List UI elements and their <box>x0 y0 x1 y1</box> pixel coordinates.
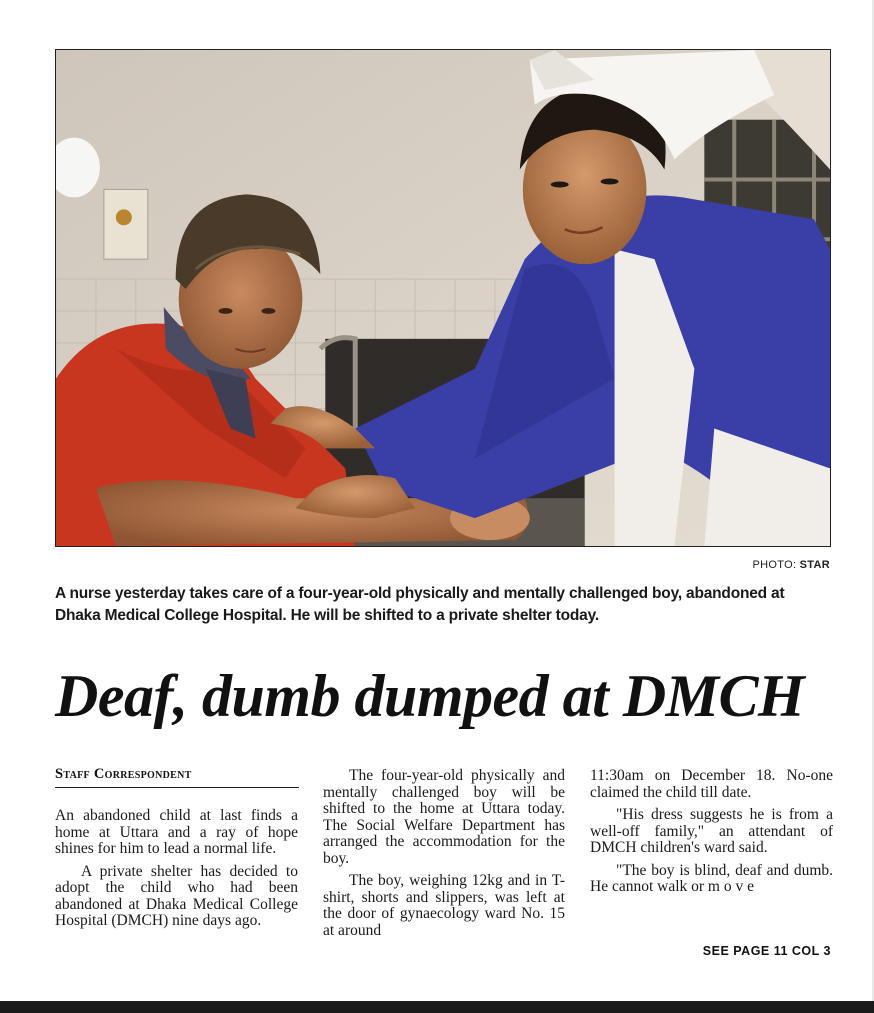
photo-credit <box>753 559 830 571</box>
photo-credit-source: STAR <box>799 559 830 571</box>
photo-nurse-boy-icon <box>56 50 830 546</box>
paragraph: "His dress suggests he is from a well-off family," an attendant of DMCH children's ward said. <box>590 806 833 856</box>
article-column-3 <box>590 768 833 902</box>
paragraph: 11:30am on December 18. No-one claimed the child till date. <box>590 767 833 801</box>
paragraph: The four-year-old physically and mentally challenged boy will be shifted to the home at Uttara today. The Social Welfare Department has arranged the accommodation for the boy. <box>323 767 565 867</box>
news-photo <box>55 49 831 547</box>
headline: Deaf, dumb dumped at DMCH <box>55 663 805 729</box>
paragraph: A private shelter has decided to adopt the child who had been abandoned at Dhaka Medical College Hospital (DMCH) nine days ago. <box>55 862 298 929</box>
article-column-1 <box>55 808 298 936</box>
paragraph: An abandoned child at last finds a home at Uttara and a ray of hope shines for him to lead a normal life. <box>55 807 298 857</box>
photo-caption: A nurse yesterday takes care of a four-year-old physically and mentally challenged boy, abandoned at Dhaka Medical College Hospital. He will be shifted to a private shelter today. <box>55 585 785 624</box>
article-column-2 <box>323 768 565 945</box>
paragraph: The boy, weighing 12kg and in T-shirt, shorts and slippers, was left at the door of gynaecology ward No. 15 at around <box>323 872 565 939</box>
byline: Staff Correspondent <box>55 766 299 788</box>
continued-jump[interactable]: SEE PAGE 11 COL 3 <box>702 944 831 958</box>
paragraph: "The boy is blind, deaf and dumb. He cannot walk or m o v e <box>590 861 833 895</box>
bottom-rule <box>0 1001 874 1013</box>
photo-credit-prefix: PHOTO: <box>752 559 800 571</box>
